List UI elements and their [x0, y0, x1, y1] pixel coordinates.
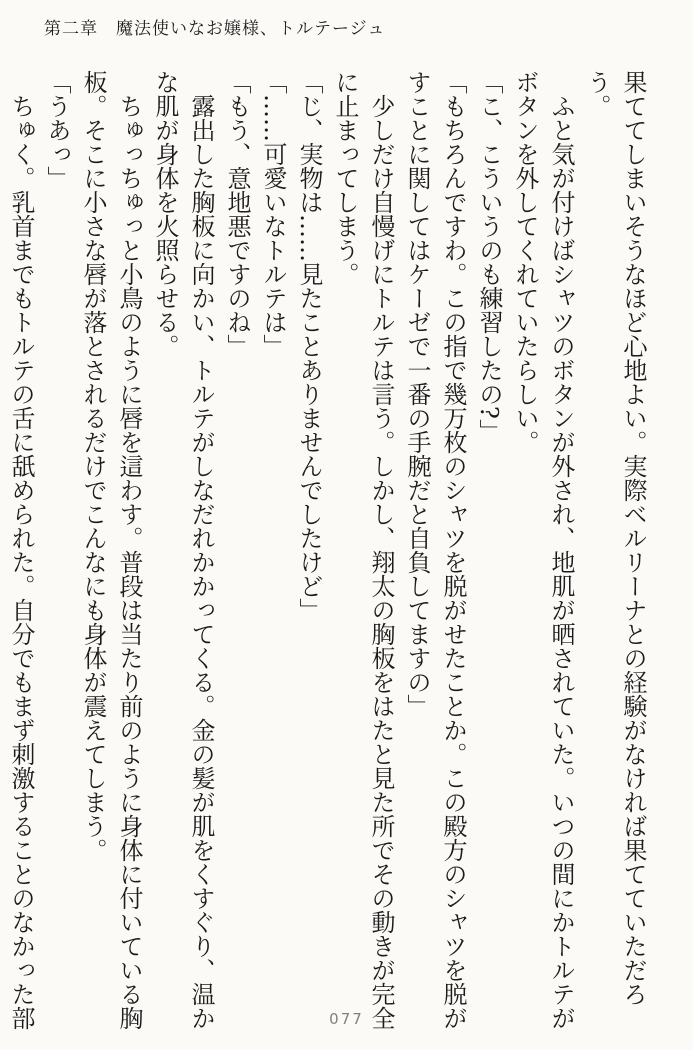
paragraph: 「……可愛いなトルテは」 [259, 70, 287, 358]
paragraph: 「こ、こういうのも練習したの?」 [475, 70, 503, 443]
paragraph: ちゅっちゅっと小鳥のように唇を這わす。普段は当たり前のように身体に付いている胸板。そこに小さな唇が落とされるだけでこんなにも身体が震えてしまう。 [79, 70, 143, 1030]
paragraph: 「うあっ」 [43, 70, 71, 190]
chapter-header [44, 14, 385, 39]
chapter-title-label: 魔法使いなお嬢様、トルテージュ [116, 19, 386, 39]
chapter-number-label: 第二章 [44, 19, 98, 39]
paragraph: 少しだけ自慢げにトルテは言う。しかし、翔太の胸板をはたと見た所でその動きが完全に止まってしまう。 [331, 70, 395, 1030]
body-text [7, 70, 651, 1030]
paragraph: ふと気が付けばシャツのボタンが外され、地肌が晒されていた。いつの間にかトルテがボタンを外してくれていたらしい。 [511, 70, 575, 1030]
paragraph: 果ててしまいそうなほど心地よい。実際ベルリーナとの経験がなければ果てていただろう。 [583, 70, 647, 1006]
page-number: 077 [329, 1010, 364, 1028]
paragraph: 「じ、実物は……見たことありませんでしたけど」 [295, 70, 323, 622]
paragraph: 「もう、意地悪ですのね」 [223, 70, 251, 358]
paragraph: 露出した胸板に向かい、トルテがしなだれかかってくる。金の髪が肌をくすぐり、温かな肌が身体を火照らせる。 [151, 70, 215, 1030]
paragraph: ちゅく。乳首までもトルテの舌に舐められた。自分でもまず刺激することのなかった部 [7, 94, 35, 1030]
paragraph: 「もちろんですわ。この指で幾万枚のシャツを脱がせたことか。この殿方のシャツを脱がすことに関してはケーゼで一番の手腕だと自負してますの」 [403, 70, 467, 1030]
